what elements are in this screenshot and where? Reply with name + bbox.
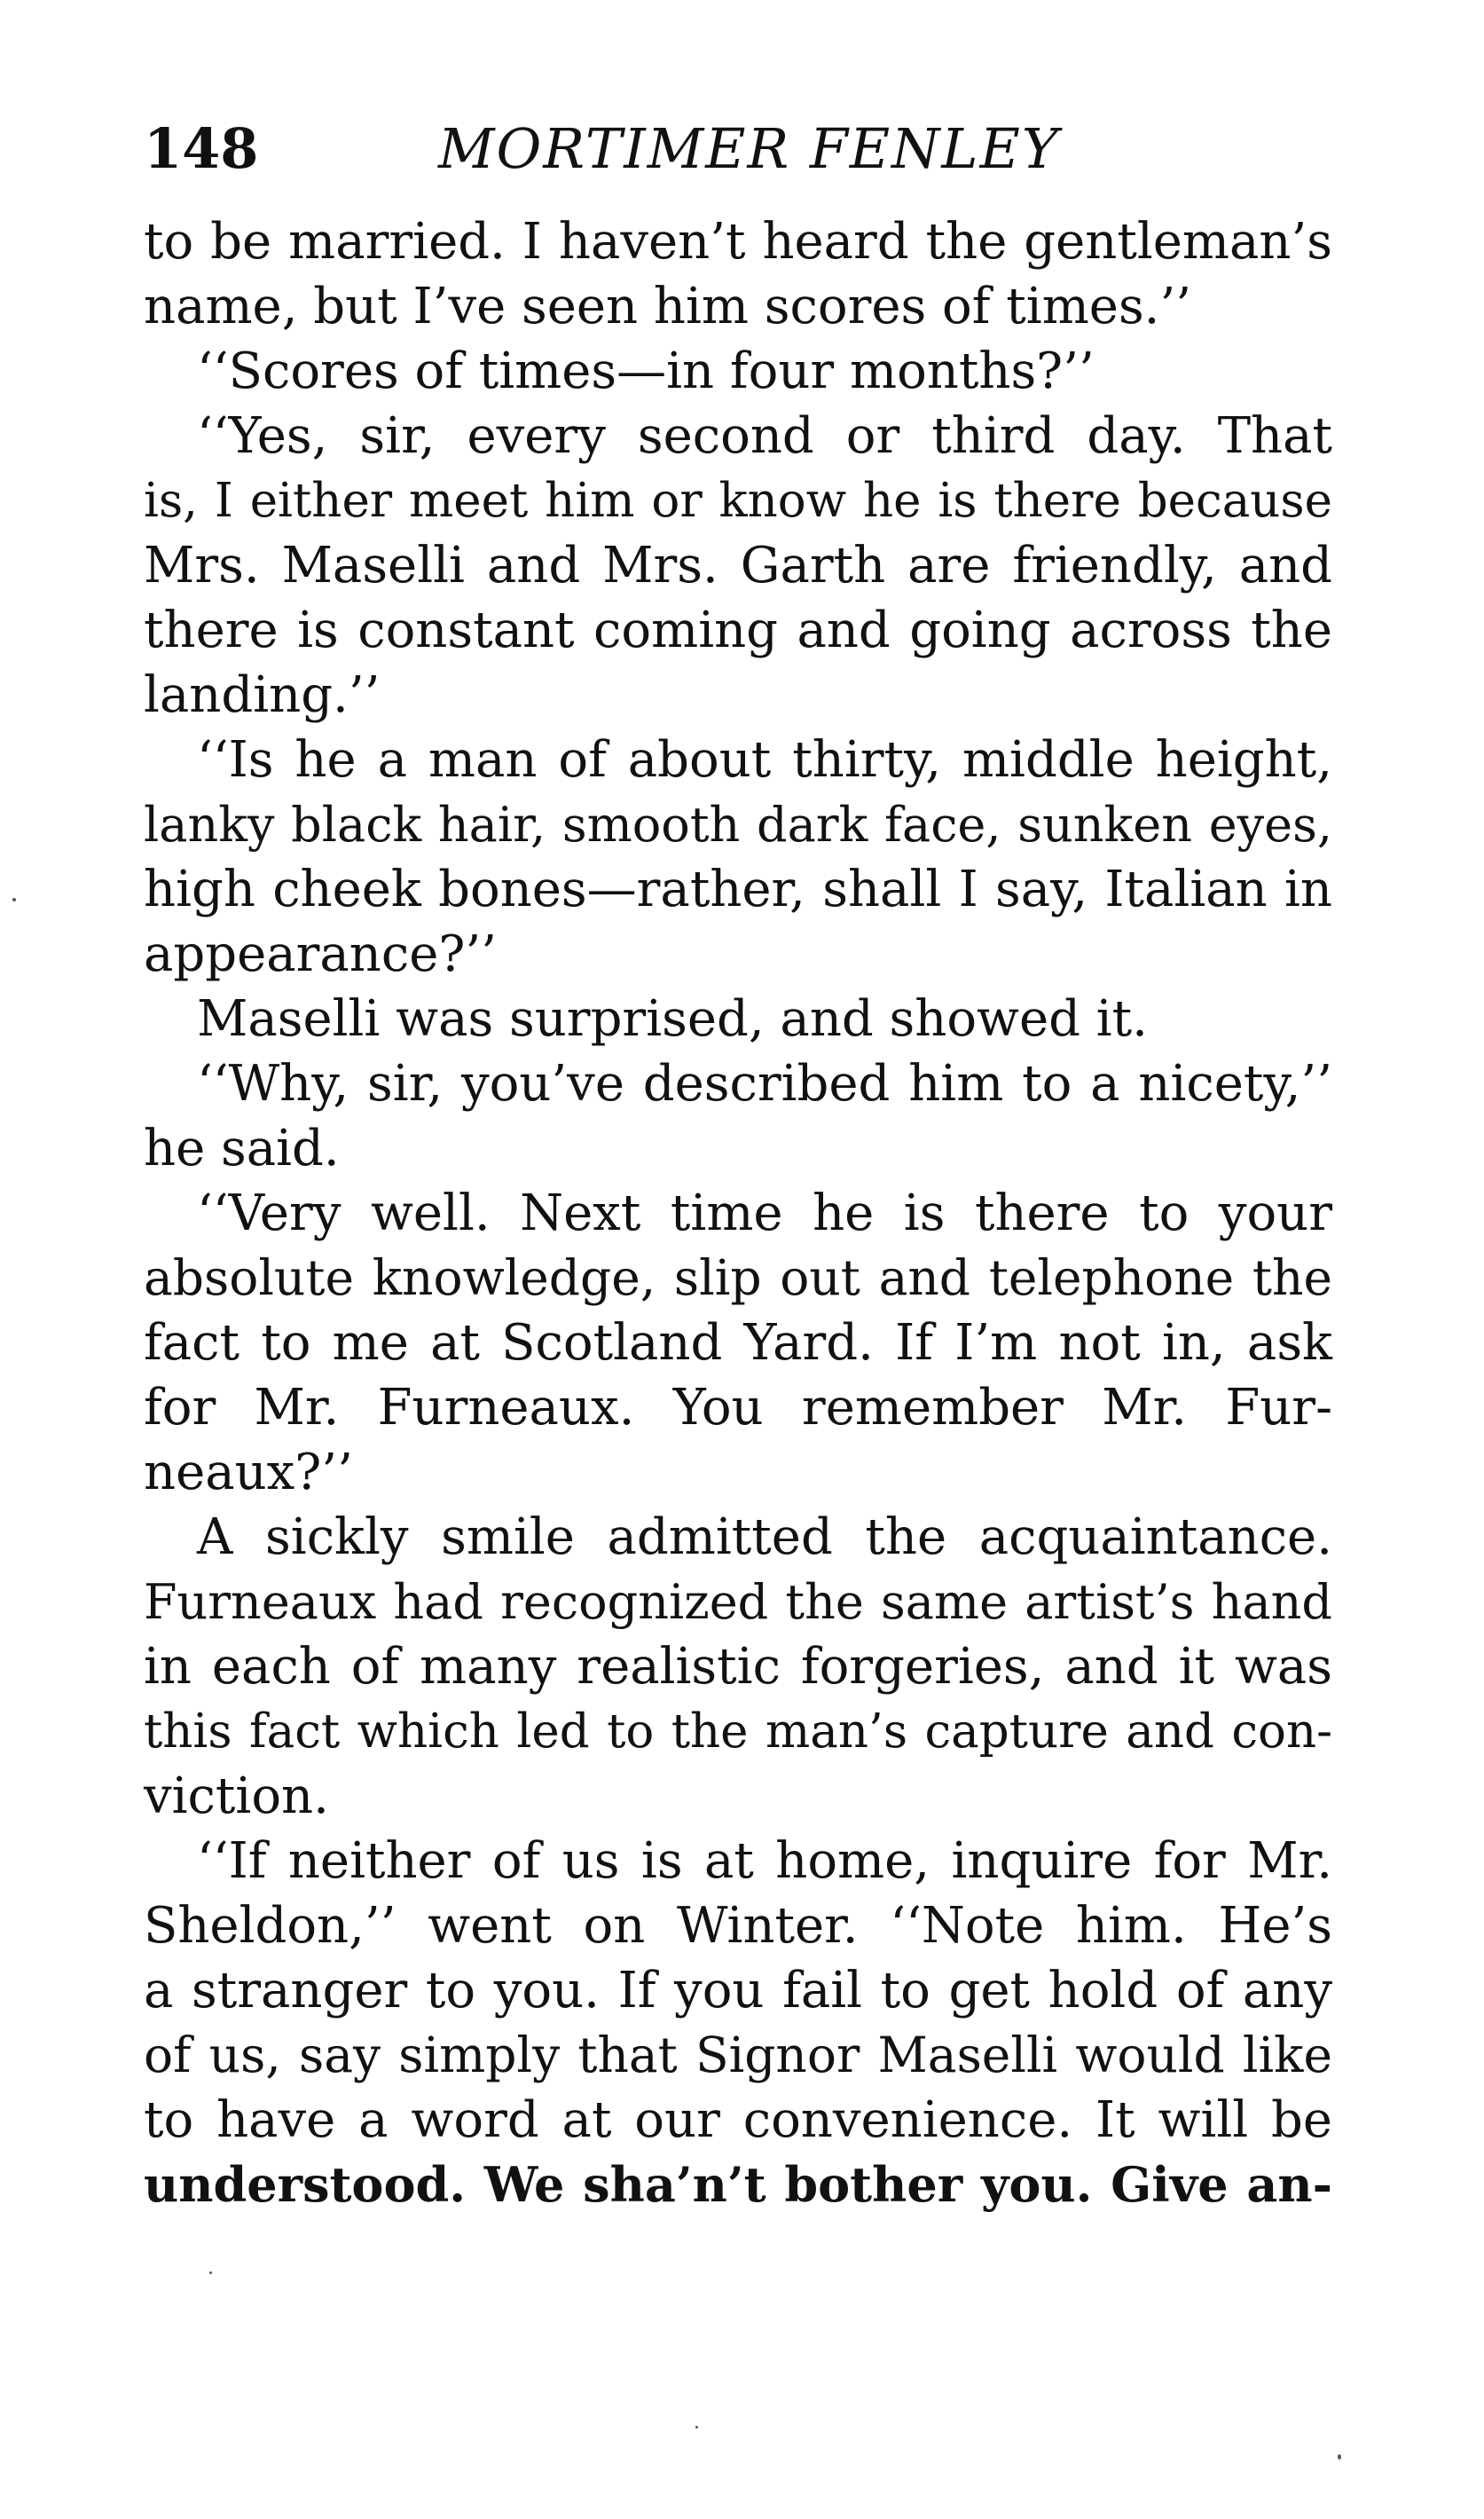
text-line: ‘‘Very well. Next time he is there to your (197, 1185, 1332, 1242)
text-line: Maselli was surprised, and showed it. (197, 990, 1148, 1048)
text-line: viction. (144, 1767, 329, 1825)
running-head (144, 114, 1332, 185)
print-speck (1338, 2454, 1341, 2460)
text-line: high cheek bones—rather, shall I say, Italian in (144, 861, 1332, 918)
text-line: in each of many realistic forgeries, and it was (144, 1638, 1332, 1696)
page-number: 148 (144, 116, 259, 181)
running-title: MORTIMER FENLEY (438, 116, 1060, 181)
text-line: neaux?’’ (144, 1444, 353, 1501)
text-line: absolute knowledge, slip out and telephone the (144, 1249, 1332, 1306)
body-text (144, 209, 1332, 2217)
text-line: Furneaux had recognized the same artist’s hand (144, 1574, 1332, 1630)
text-line: of us, say simply that Signor Maselli would like (144, 2027, 1332, 2083)
text-line: ‘‘Scores of times—in four months?’’ (197, 342, 1095, 400)
text-line: to have a word at our convenience. It will be (144, 2091, 1332, 2149)
text-line: for Mr. Furneaux. You remember Mr. Fur- (144, 1379, 1332, 1437)
text-line: is, I either meet him or know he is there because (144, 474, 1332, 528)
print-speck (12, 898, 16, 901)
text-line: there is constant coming and going across the (144, 602, 1332, 659)
print-speck (695, 2426, 698, 2428)
text-line: a stranger to you. If you fail to get hold of any (144, 1962, 1332, 2019)
print-speck (209, 2271, 212, 2274)
text-line: this fact which led to the man’s capture and con- (144, 1704, 1332, 1759)
text-line: Sheldon,’’ went on Winter. ‘‘Note him. He’s (144, 1897, 1332, 1955)
text-line: ‘‘Is he a man of about thirty, middle height, (197, 731, 1332, 789)
text-line: landing.’’ (144, 666, 381, 724)
text-line: to be married. I haven’t heard the gentleman’s (144, 213, 1332, 271)
text-line: ‘‘Why, sir, you’ve described him to a nicety,’’ (197, 1055, 1332, 1113)
text-line: fact to me at Scotland Yard. If I’m not in, ask (144, 1314, 1332, 1372)
text-line: understood. We sha’n’t bother you. Give an- (144, 2156, 1332, 2213)
text-line: appearance?’’ (144, 925, 497, 983)
text-line: ‘‘If neither of us is at home, inquire for Mr. (197, 1832, 1332, 1890)
text-line: he said. (144, 1120, 340, 1177)
text-line: name, but I’ve seen him scores of times.’’ (144, 278, 1192, 335)
text-line: lanky black hair, smooth dark face, sunken eyes, (144, 797, 1332, 853)
text-line: Mrs. Maselli and Mrs. Garth are friendly, and (144, 537, 1332, 594)
text-line: A sickly smile admitted the acquaintance. (197, 1508, 1332, 1566)
text-line: ‘‘Yes, sir, every second or third day. That (197, 407, 1332, 465)
